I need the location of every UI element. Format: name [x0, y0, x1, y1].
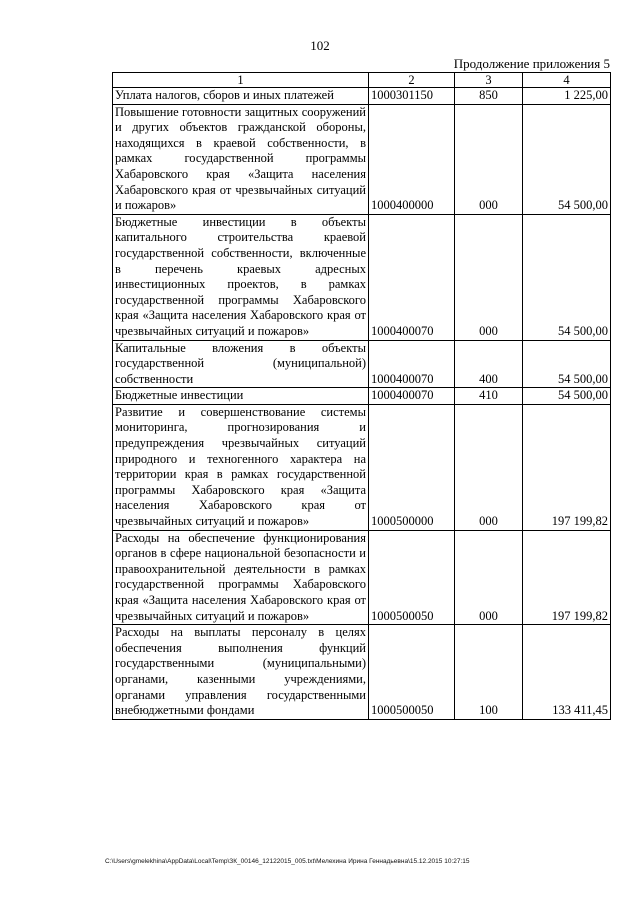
- row-expense-type: 000: [455, 404, 523, 530]
- appendix-continuation-label: Продолжение приложения 5: [453, 56, 610, 71]
- footer-file-path: C:\Users\gmelekhina\AppData\Local\Temp\ЗК_00146_12122015_005.txt\Мелехина Ирина Геннадьевна\15.12.2015 10:27:15: [105, 858, 470, 865]
- row-target-code: 1000301150: [369, 88, 455, 105]
- row-name: Капитальные вложения в объекты государственной (муниципальной) собственности: [113, 340, 369, 388]
- table-header-row: [113, 73, 611, 88]
- header-col-3: 3: [455, 73, 523, 88]
- table-row: [113, 404, 611, 530]
- table-row: [113, 340, 611, 388]
- row-target-code: 1000500000: [369, 404, 455, 530]
- header-col-1: 1: [113, 73, 369, 88]
- row-name: Уплата налогов, сборов и иных платежей: [113, 88, 369, 105]
- row-amount: 54 500,00: [523, 340, 611, 388]
- row-amount: 54 500,00: [523, 388, 611, 405]
- row-target-code: 1000400070: [369, 388, 455, 405]
- row-name: Повышение готовности защитных сооружений и других объектов гражданской обороны, находящихся в краевой собственности, в рамках государственной программы Хабаровского края «Защита населения Хабаровского края от чрезвычайных ситуаций и пожаров»: [113, 104, 369, 214]
- table-row: [113, 104, 611, 214]
- row-target-code: 1000400000: [369, 104, 455, 214]
- row-amount: 197 199,82: [523, 530, 611, 625]
- row-expense-type: 100: [455, 625, 523, 720]
- page-number: 102: [310, 38, 330, 53]
- row-expense-type: 000: [455, 214, 523, 340]
- row-expense-type: 000: [455, 104, 523, 214]
- table-row: [113, 88, 611, 105]
- row-name: Бюджетные инвестиции: [113, 388, 369, 405]
- row-expense-type: 000: [455, 530, 523, 625]
- row-amount: 133 411,45: [523, 625, 611, 720]
- row-target-code: 1000400070: [369, 214, 455, 340]
- table-row: [113, 214, 611, 340]
- header-col-2: 2: [369, 73, 455, 88]
- row-name: Развитие и совершенствование системы мониторинга, прогнозирования и предупреждения чрезвычайных ситуаций природного и техногенного характера на территории края в рамках государственной программы Хабаровского края «Защита населения Хабаровского края от чрезвычайных ситуаций и пожаров»: [113, 404, 369, 530]
- table-row: [113, 530, 611, 625]
- row-expense-type: 400: [455, 340, 523, 388]
- row-target-code: 1000500050: [369, 530, 455, 625]
- budget-table: [112, 72, 611, 720]
- row-amount: 197 199,82: [523, 404, 611, 530]
- row-expense-type: 850: [455, 88, 523, 105]
- row-target-code: 1000400070: [369, 340, 455, 388]
- row-amount: 54 500,00: [523, 214, 611, 340]
- row-expense-type: 410: [455, 388, 523, 405]
- row-amount: 1 225,00: [523, 88, 611, 105]
- row-name: Расходы на выплаты персоналу в целях обеспечения выполнения функций государственными (муниципальными) органами, казенными учреждениями, органами управления государственными внебюджетными фондами: [113, 625, 369, 720]
- row-name: Расходы на обеспечение функционирования органов в сфере национальной безопасности и правоохранительной деятельности в рамках государственной программы Хабаровского края «Защита населения Хабаровского края от чрезвычайных ситуаций и пожаров»: [113, 530, 369, 625]
- table-row: [113, 388, 611, 405]
- row-name: Бюджетные инвестиции в объекты капитального строительства краевой государственной собственности, включенные в перечень краевых адресных инвестиционных проектов, в рамках государственной программы Хабаровского края «Защита населения Хабаровского края от чрезвычайных ситуаций и пожаров»: [113, 214, 369, 340]
- row-target-code: 1000500050: [369, 625, 455, 720]
- table-row: [113, 625, 611, 720]
- row-amount: 54 500,00: [523, 104, 611, 214]
- header-col-4: 4: [523, 73, 611, 88]
